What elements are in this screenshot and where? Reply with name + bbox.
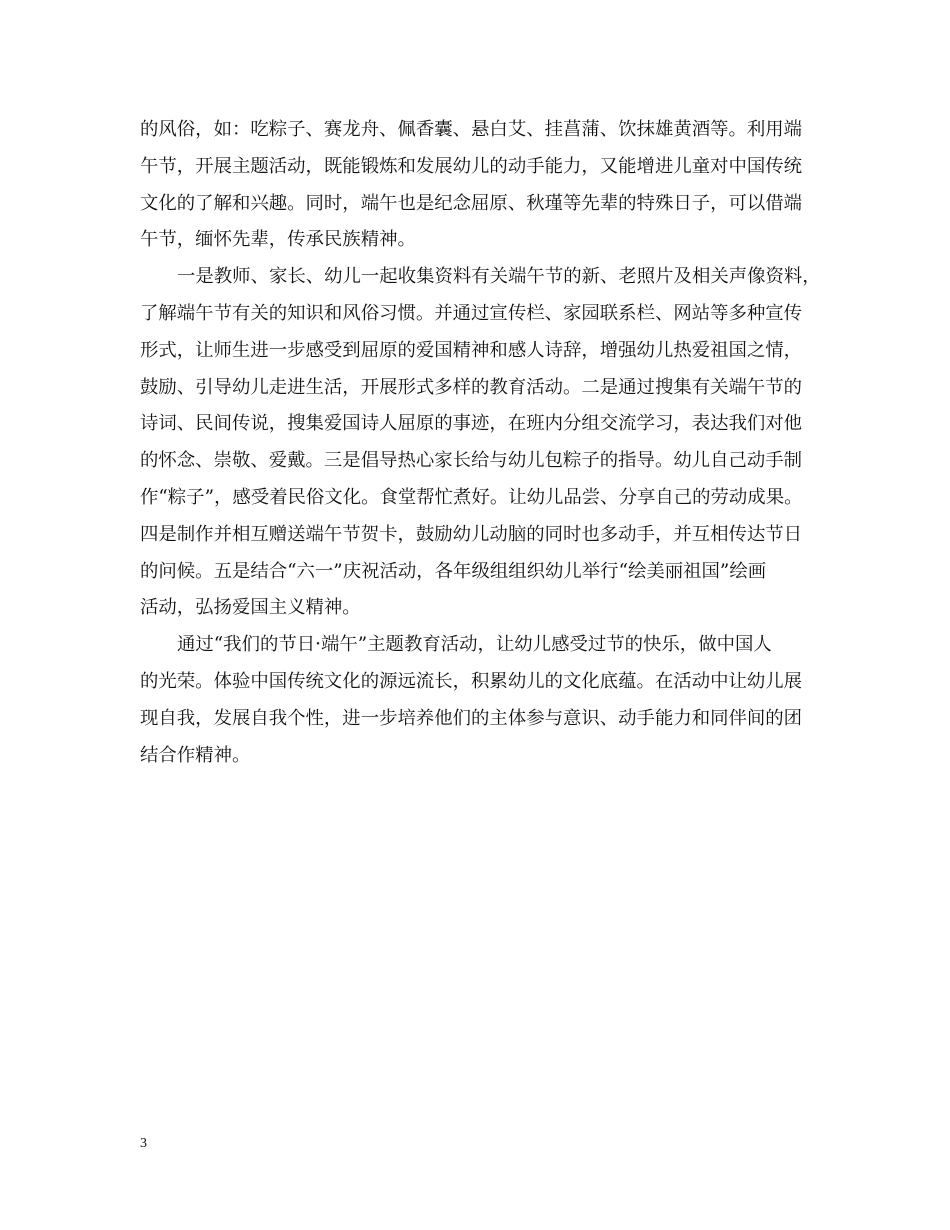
text-line: 了解端午节有关的知识和风俗习惯。并通过宣传栏、家园联系栏、网站等多种宣传 xyxy=(140,302,803,324)
paragraph-summary xyxy=(140,627,820,774)
text-line: 的怀念、崇敬、爱戴。三是倡导热心家长给与幼儿包粽子的指导。幼儿自己动手制 xyxy=(140,450,803,472)
text-line: 的问候。五是结合“六一”庆祝活动，各年级组组织幼儿举行“绘美丽祖国”绘画 xyxy=(140,560,767,582)
text-line: 现自我，发展自我个性，进一步培养他们的主体参与意识、动手能力和同伴间的团 xyxy=(140,707,803,729)
text-line: 午节，开展主题活动，既能锻炼和发展幼儿的动手能力，又能增进儿童对中国传统 xyxy=(140,155,803,177)
text-line: 一是教师、家长、幼儿一起收集资料有关端午节的新、老照片及相关声像资料， xyxy=(177,266,821,288)
text-line: 鼓励、引导幼儿走进生活，开展形式多样的教育活动。二是通过搜集有关端午节的 xyxy=(140,376,803,398)
text-line: 的光荣。体验中国传统文化的源远流长，积累幼儿的文化底蕴。在活动中让幼儿展 xyxy=(140,670,803,692)
document-body xyxy=(140,112,820,774)
text-line: 结合作精神。 xyxy=(140,744,251,766)
text-line: 午节，缅怀先辈，传承民族精神。 xyxy=(140,229,416,251)
text-line: 诗词、民间传说，搜集爱国诗人屈原的事迹，在班内分组交流学习，表达我们对他 xyxy=(140,413,803,435)
text-line: 文化的了解和兴趣。同时，端午也是纪念屈原、秋瑾等先辈的特殊日子，可以借端 xyxy=(140,192,803,214)
text-line: 四是制作并相互赠送端午节贺卡，鼓励幼儿动脑的同时也多动手，并互相传达节日 xyxy=(140,523,803,545)
text-line: 形式，让师生进一步感受到屈原的爱国精神和感人诗辞，增强幼儿热爱祖国之情， xyxy=(140,339,803,361)
text-line: 活动，弘扬爱国主义精神。 xyxy=(140,597,361,619)
page-number: 3 xyxy=(140,1136,147,1151)
text-line: 的风俗，如：吃粽子、赛龙舟、佩香囊、悬白艾、挂菖蒲、饮抹雄黄酒等。利用端 xyxy=(140,119,803,140)
paragraph-customs xyxy=(140,112,820,259)
text-line: 通过“我们的节日·端午”主题教育活动，让幼儿感受过节的快乐，做中国人 xyxy=(177,634,772,656)
text-line: 作“粽子”，感受着民俗文化。食堂帮忙煮好。让幼儿品尝、分享自己的劳动成果。 xyxy=(140,486,803,508)
paragraph-activities xyxy=(140,259,820,627)
